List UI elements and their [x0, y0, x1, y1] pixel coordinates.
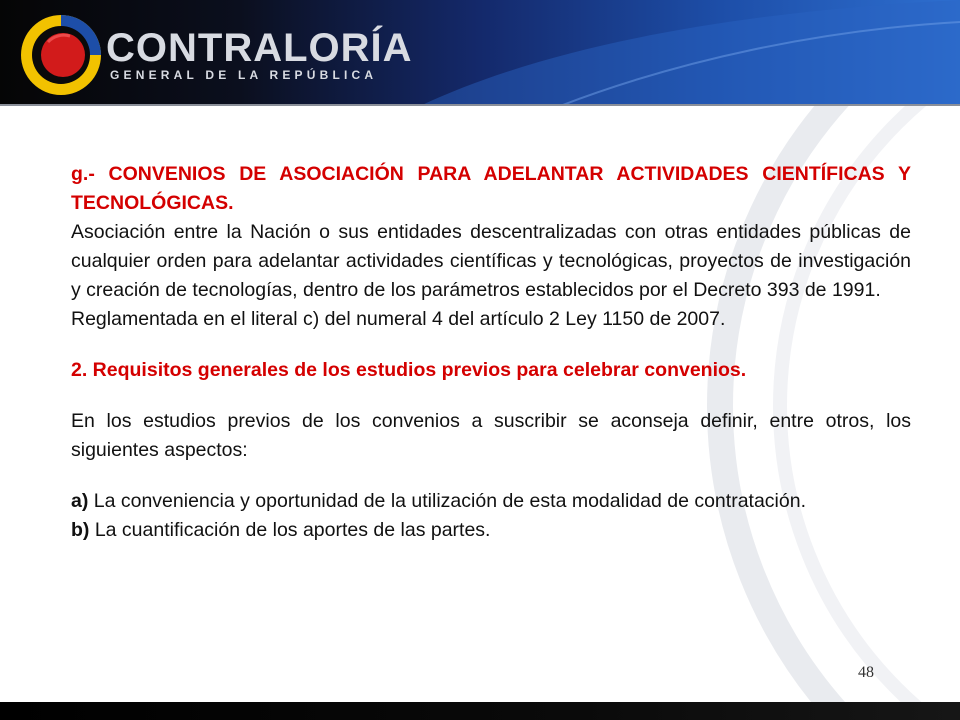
page-number: 48	[858, 664, 874, 681]
item-b-text: La cuantificación de los aportes de las partes.	[89, 519, 491, 541]
item-b-label: b)	[71, 519, 90, 541]
brand-name: CONTRALORÍA	[106, 26, 413, 70]
spacer	[71, 465, 911, 487]
section-2-title: 2. Requisitos generales de los estudios previos para celebrar convenios.	[71, 359, 747, 381]
section-2-intro: En los estudios previos de los convenios a suscribir se aconseja definir, entre otros, los siguientes aspectos:	[71, 410, 911, 461]
spacer	[71, 334, 911, 356]
brand-subtitle: GENERAL DE LA REPÚBLICA	[110, 68, 378, 82]
section-g-regulation: Reglamentada en el literal c) del numeral 4 del artículo 2 Ley 1150 de 2007.	[71, 308, 726, 330]
item-a-label: a)	[71, 490, 89, 512]
contraloria-logo-icon	[18, 12, 104, 98]
section-g-body: Asociación entre la Nación o sus entidades descentralizadas con otras entidades públicas de cualquier orden para adelantar actividades científicas y tecnológicas, proyectos de investigación y creación de tecnologías, dentro de los parámetros establecidos por el Decreto 393 de 1991.	[71, 221, 911, 301]
footer-bar	[0, 702, 960, 720]
slide-body	[71, 160, 911, 545]
spacer	[71, 385, 911, 407]
section-g-title: g.- CONVENIOS DE ASOCIACIÓN PARA ADELANTAR ACTIVIDADES CIENTÍFICAS Y TECNOLÓGICAS.	[71, 163, 911, 214]
item-b	[71, 516, 911, 545]
item-a	[71, 487, 911, 516]
header-banner	[0, 0, 960, 106]
item-a-text: La conveniencia y oportunidad de la utilización de esta modalidad de contratación.	[88, 490, 806, 512]
